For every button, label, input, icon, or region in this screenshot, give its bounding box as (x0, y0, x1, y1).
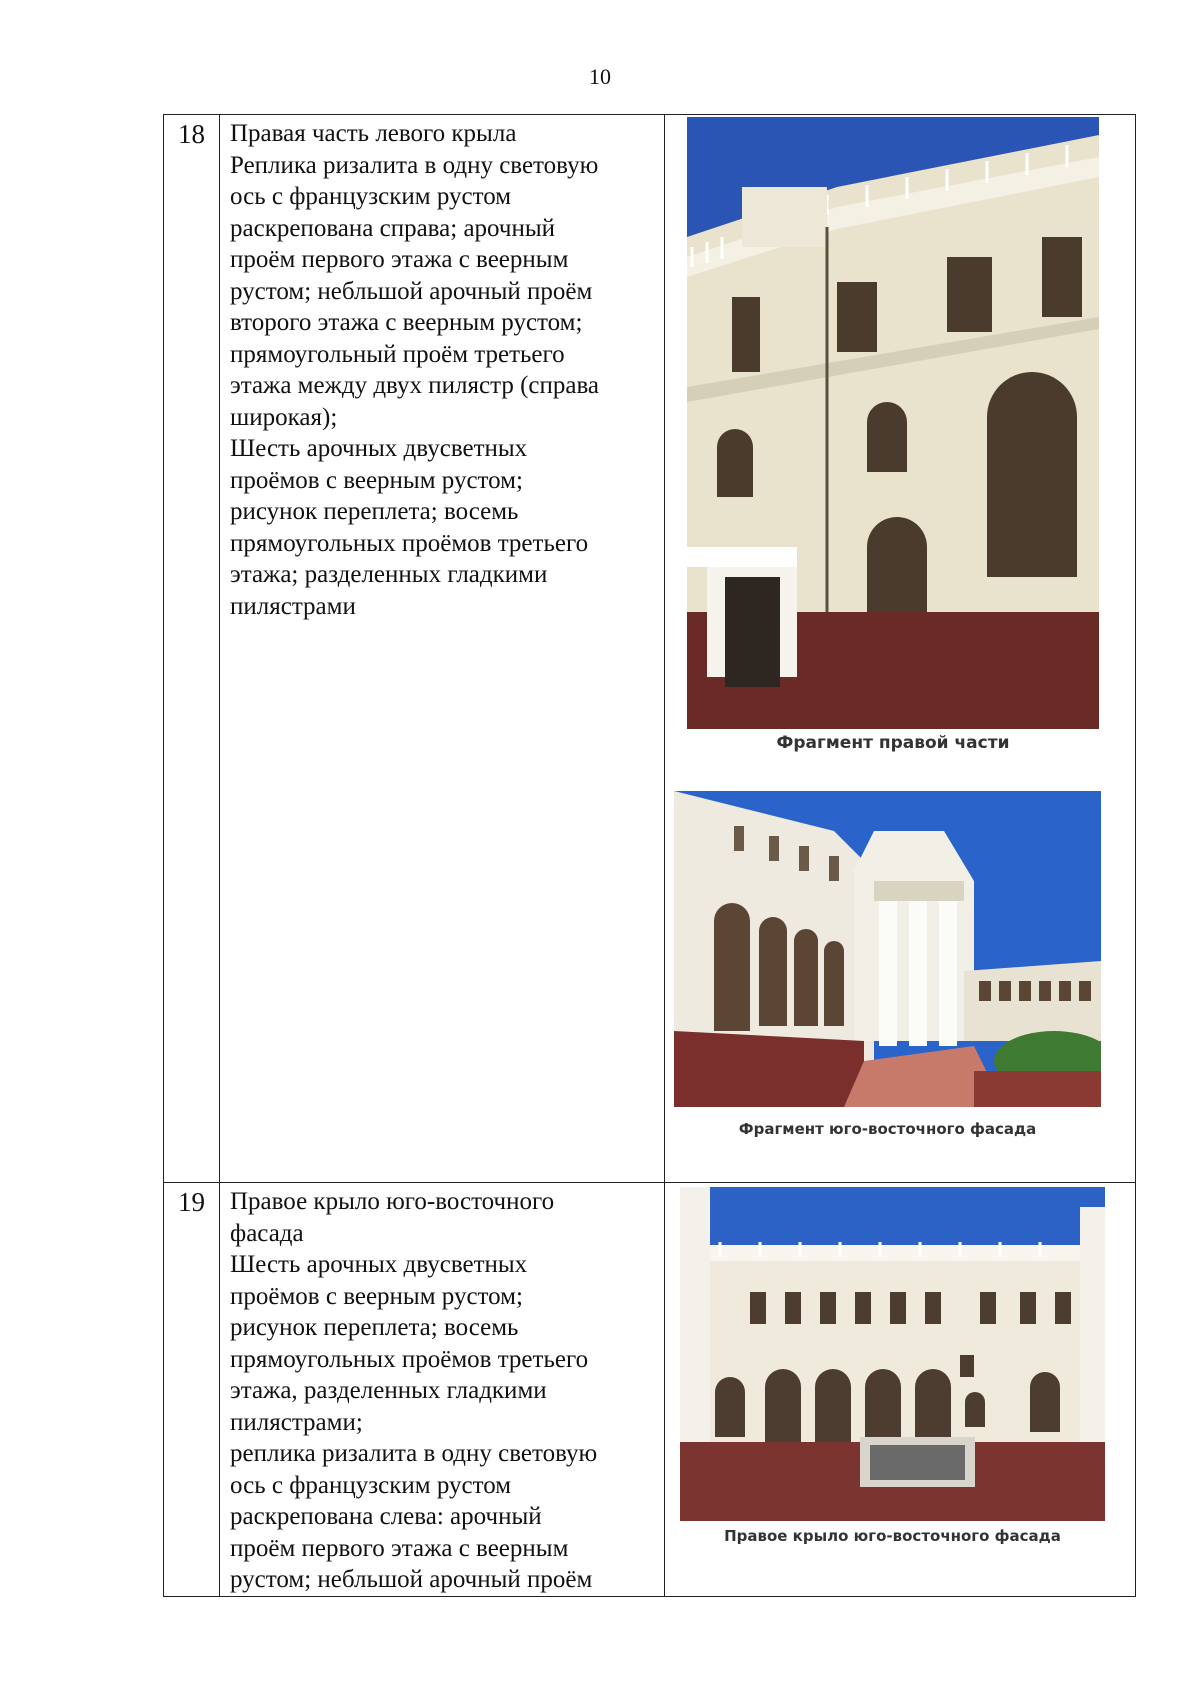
description-line: раскрепована слева: арочный (230, 1503, 542, 1530)
description-line: проёмов с веерным рустом; (230, 466, 523, 494)
description-line: рисунок переплета; восемь (230, 1314, 519, 1341)
description-line: прямоугольный проём третьего (230, 340, 565, 368)
photo-southeast-facade-fragment (674, 791, 1101, 1107)
description-line: прямоугольных проёмов третьего (230, 1345, 589, 1373)
description-line: пилястрами; (230, 1408, 363, 1436)
description-line: ось с французским рустом (230, 183, 512, 210)
row-description (220, 1183, 665, 1597)
description-line: реплика ризалита в одну световую (230, 1440, 598, 1467)
description-line: Реплика ризалита в одну световую (230, 151, 599, 179)
page-number: 10 (589, 64, 611, 89)
row-photos (665, 1183, 1136, 1597)
description-line: этажа между двух пилястр (справа (230, 372, 600, 399)
description-line: этажа; разделенных гладкими (230, 561, 548, 588)
description-line: Правое крыло юго-восточного (230, 1188, 555, 1215)
description-line: проёмов с веерным рустом; (230, 1282, 523, 1310)
description-line: пилястрами (230, 592, 356, 620)
description-line: проём первого этажа с веерным (230, 246, 569, 273)
photo-caption: Фрагмент правой части (776, 733, 1010, 753)
monument-table (163, 114, 1136, 1597)
description-line: Правая часть левого крыла (230, 120, 517, 147)
description-line: широкая); (230, 403, 338, 431)
description-line: ось с французским рустом (230, 1471, 512, 1499)
building-photo (674, 791, 1101, 1107)
table-row-18 (164, 115, 1136, 1183)
description-line: рустом; небльшой арочный проём (230, 277, 593, 305)
description-line: этажа, разделенных гладкими (230, 1377, 547, 1404)
photo-caption: Правое крыло юго-восточного фасада (724, 1527, 1061, 1545)
photo-caption: Фрагмент юго-восточного фасада (738, 1120, 1037, 1138)
description-line: раскрепована справа; арочный (230, 214, 556, 242)
description-line: второго этажа с веерным рустом; (230, 309, 583, 336)
description-line: рустом; небльшой арочный проём (230, 1566, 593, 1593)
building-photo (687, 117, 1099, 729)
photo-right-wing-facade (680, 1187, 1105, 1521)
description-line: Шесть арочных двусветных (230, 435, 528, 462)
row-description (220, 115, 665, 1183)
table-row-19 (164, 1183, 1136, 1597)
description-line: фасада (230, 1219, 304, 1247)
description-line: проём первого этажа с веерным (230, 1534, 569, 1562)
photo-right-part-fragment (687, 117, 1099, 729)
row-number: 18 (164, 115, 220, 1183)
row-photos (665, 115, 1136, 1183)
description-line: прямоугольных проёмов третьего (230, 529, 589, 557)
building-photo (680, 1187, 1105, 1521)
row-number: 19 (164, 1183, 220, 1597)
description-line: рисунок переплета; восемь (230, 498, 519, 525)
description-line: Шесть арочных двусветных (230, 1251, 528, 1278)
